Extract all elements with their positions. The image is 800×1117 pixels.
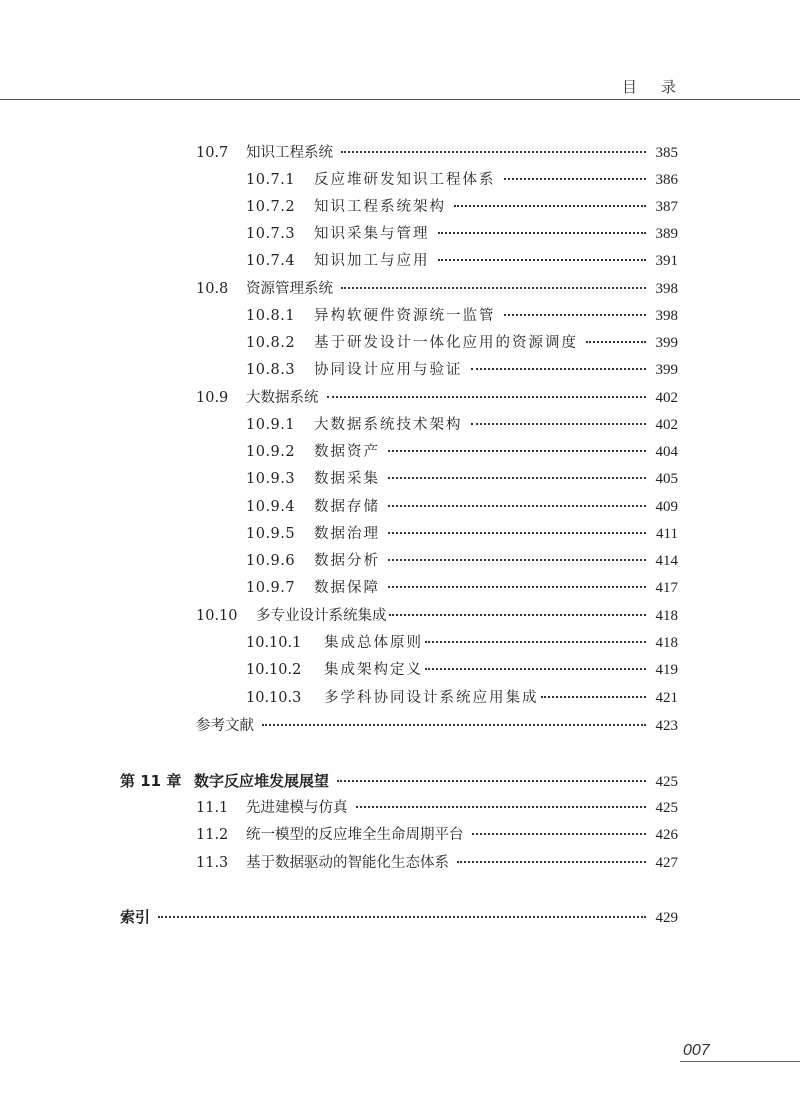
leader-dots — [504, 314, 647, 316]
entry-page: 411 — [656, 526, 678, 542]
entry-number: 10.10.3 — [246, 690, 302, 706]
entry-number: 10.7 — [196, 145, 229, 161]
entry-title: 数据存储 — [314, 499, 380, 515]
toc-entry-11-3[interactable] — [196, 850, 678, 876]
entry-page: 409 — [655, 499, 678, 515]
entry-title: 多专业设计系统集成 — [256, 608, 387, 624]
leader-dots — [454, 205, 646, 207]
leader-dots — [388, 477, 646, 479]
toc-entry-10-8-1[interactable] — [246, 303, 678, 329]
entry-page: 391 — [655, 253, 678, 269]
leader-dots — [504, 178, 647, 180]
leader-dots — [389, 614, 647, 616]
entry-page: 418 — [655, 608, 678, 624]
entry-page: 385 — [655, 145, 678, 161]
toc-entry-10-7-2[interactable] — [246, 194, 678, 220]
entry-number: 10.8.2 — [246, 335, 296, 351]
toc-entry-10-8[interactable] — [196, 276, 678, 302]
entry-page: 398 — [655, 281, 678, 297]
entry-number: 10.9.4 — [246, 499, 296, 515]
toc-entry-10-9-5[interactable] — [246, 521, 678, 547]
leader-dots — [158, 916, 646, 918]
entry-title: 知识工程系统架构 — [314, 199, 446, 215]
entry-number: 10.9.1 — [246, 417, 296, 433]
entry-title: 协同设计应用与验证 — [314, 362, 463, 378]
toc-entry-10-9-7[interactable] — [246, 575, 678, 601]
entry-number: 10.9 — [196, 390, 229, 406]
index-title: 索引 — [120, 908, 151, 926]
entry-title: 数据分析 — [314, 553, 380, 569]
entry-title: 集成架构定义 — [324, 662, 423, 678]
leader-dots — [388, 450, 646, 452]
header-rule — [0, 99, 800, 100]
entry-number: 11.1 — [196, 800, 229, 816]
leader-dots — [388, 559, 646, 561]
entry-number: 10.9.3 — [246, 471, 296, 487]
leader-dots — [327, 396, 647, 398]
entry-title: 大数据系统技术架构 — [314, 417, 463, 433]
entry-number: 10.8.3 — [246, 362, 296, 378]
toc-entry-chapter-11[interactable] — [120, 768, 678, 794]
entry-number: 10.7.3 — [246, 226, 296, 242]
toc-entry-10-8-3[interactable] — [246, 357, 678, 383]
entry-title: 多学科协同设计系统应用集成 — [324, 690, 539, 706]
leader-dots — [438, 232, 647, 234]
toc-entry-11-2[interactable] — [196, 822, 678, 848]
leader-dots — [388, 532, 646, 534]
entry-number: 10.8.1 — [246, 308, 296, 324]
entry-title: 集成总体原则 — [324, 635, 423, 651]
leader-dots — [541, 696, 647, 698]
entry-number: 10.10.1 — [246, 635, 302, 651]
toc-entry-10-7[interactable] — [196, 140, 678, 166]
toc-entry-10-9-3[interactable] — [246, 466, 678, 492]
leader-dots — [341, 151, 646, 153]
entry-page: 427 — [655, 855, 678, 871]
toc-entry-10-7-3[interactable] — [246, 221, 678, 247]
entry-page: 402 — [655, 417, 678, 433]
chapter-number: 第 11 章 — [120, 772, 182, 790]
toc-entry-11-1[interactable] — [196, 795, 678, 821]
toc-entry-index[interactable] — [120, 904, 678, 930]
entry-page: 421 — [655, 690, 678, 706]
leader-dots — [471, 368, 647, 370]
toc-entry-10-9-6[interactable] — [246, 548, 678, 574]
toc-entry-references[interactable] — [196, 713, 678, 739]
toc-entry-10-10-3[interactable] — [246, 685, 678, 711]
entry-number: 10.10.2 — [246, 662, 302, 678]
leader-dots — [586, 341, 646, 343]
entry-number: 11.2 — [196, 827, 229, 843]
toc-entry-10-10-1[interactable] — [246, 630, 678, 656]
entry-page: 402 — [655, 390, 678, 406]
entry-page: 405 — [655, 471, 678, 487]
entry-page: 426 — [655, 827, 678, 843]
entry-title: 知识加工与应用 — [314, 253, 430, 269]
entry-title: 资源管理系统 — [246, 281, 333, 297]
entry-title: 基于数据驱动的智能化生态体系 — [246, 855, 449, 871]
entry-title: 知识采集与管理 — [314, 226, 430, 242]
leader-dots — [438, 259, 647, 261]
entry-title: 先进建模与仿真 — [246, 800, 348, 816]
toc-entry-10-9-4[interactable] — [246, 494, 678, 520]
entry-number: 10.9.5 — [246, 526, 296, 542]
leader-dots — [337, 780, 646, 782]
entry-title: 基于研发设计一体化应用的资源调度 — [314, 335, 578, 351]
entry-page: 414 — [655, 553, 678, 569]
entry-number: 10.7.4 — [246, 253, 296, 269]
entry-page: 386 — [655, 172, 678, 188]
entry-page: 419 — [655, 662, 678, 678]
entry-page: 417 — [655, 580, 678, 596]
entry-number: 10.7.2 — [246, 199, 296, 215]
toc-entry-10-7-1[interactable] — [246, 167, 678, 193]
entry-number: 10.7.1 — [246, 172, 296, 188]
leader-dots — [472, 833, 647, 835]
entry-number: 10.10 — [196, 608, 238, 624]
footer-rule — [680, 1061, 800, 1062]
entry-title: 数据保障 — [314, 580, 380, 596]
entry-page: 398 — [655, 308, 678, 324]
entry-page: 387 — [655, 199, 678, 215]
entry-title: 统一模型的反应堆全生命周期平台 — [246, 827, 464, 843]
entry-number: 10.8 — [196, 281, 229, 297]
entry-title: 反应堆研发知识工程体系 — [314, 172, 496, 188]
leader-dots — [471, 423, 647, 425]
toc-entry-10-7-4[interactable] — [246, 248, 678, 274]
toc-entry-10-9-1[interactable] — [246, 412, 678, 438]
entry-page: 425 — [655, 800, 678, 816]
leader-dots — [341, 287, 646, 289]
entry-number: 10.9.6 — [246, 553, 296, 569]
entry-page: 399 — [655, 335, 678, 351]
entry-page: 423 — [655, 718, 678, 734]
entry-title: 数据治理 — [314, 526, 380, 542]
leader-dots — [425, 641, 646, 643]
leader-dots — [262, 724, 646, 726]
entry-page: 418 — [655, 635, 678, 651]
leader-dots — [388, 586, 646, 588]
chapter-title: 数字反应堆发展展望 — [194, 772, 330, 790]
entry-title: 知识工程系统 — [246, 145, 333, 161]
entry-title: 异构软硬件资源统一监管 — [314, 308, 496, 324]
toc-entry-10-10[interactable] — [196, 603, 678, 629]
entry-title: 大数据系统 — [246, 390, 319, 406]
entry-title: 参考文献 — [196, 718, 254, 734]
leader-dots — [356, 806, 647, 808]
toc-entry-10-9[interactable] — [196, 385, 678, 411]
entry-title: 数据采集 — [314, 471, 380, 487]
entry-page: 425 — [655, 774, 678, 790]
entry-number: 11.3 — [196, 855, 229, 871]
entry-number: 10.9.2 — [246, 444, 296, 460]
leader-dots — [388, 505, 646, 507]
entry-title: 数据资产 — [314, 444, 380, 460]
entry-page: 404 — [655, 444, 678, 460]
toc-entry-10-9-2[interactable] — [246, 439, 678, 465]
entry-page: 429 — [655, 910, 678, 926]
entry-number: 10.9.7 — [246, 580, 296, 596]
leader-dots — [425, 668, 646, 670]
toc-entry-10-10-2[interactable] — [246, 657, 678, 683]
toc-entry-10-8-2[interactable] — [246, 330, 678, 356]
running-header-title: 目录 — [622, 78, 701, 96]
page-number: 007 — [683, 1042, 710, 1059]
entry-page: 399 — [655, 362, 678, 378]
entry-page: 389 — [655, 226, 678, 242]
leader-dots — [457, 861, 646, 863]
